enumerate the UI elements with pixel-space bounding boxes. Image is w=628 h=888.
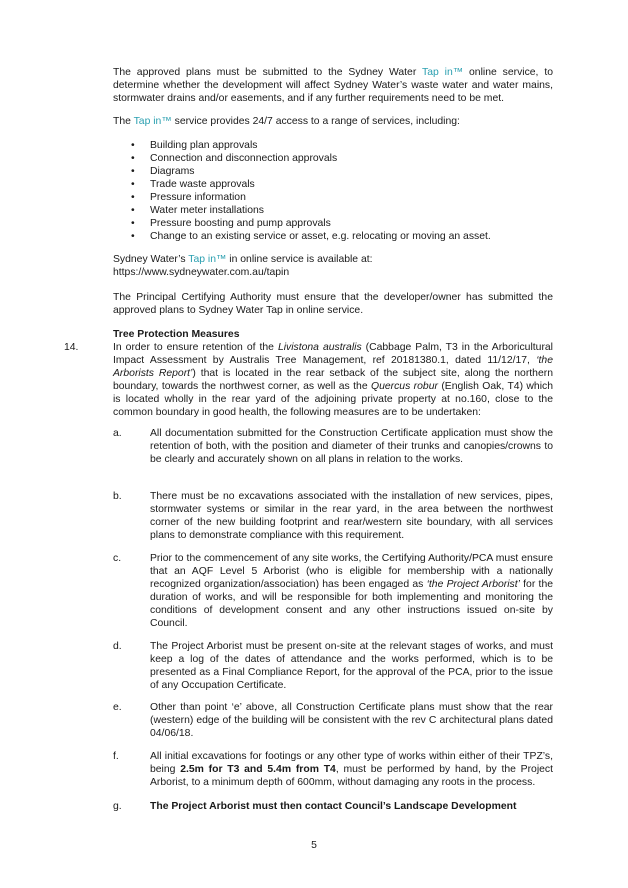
condition-item-a <box>113 427 553 466</box>
item-text: The Project Arborist must be present on-site at the relevant stages of works, and must keep a log of the dates of attendance and the works performed, which is to be presented as a Final Compliance Report, for the approval of the PCA, prior to the issue of any Occupation Certificate. <box>150 641 553 691</box>
role-reference: ‘the Project Arborist’ <box>426 579 520 590</box>
condition-item-c <box>113 552 553 630</box>
text: (Cabbage Palm, T3 in the Arboricultural Impact Assessment by Australis Tree Management, ref 20181380.1, dated 11/12/17, <box>113 342 553 366</box>
item-text: There must be no excavations associated with the installation of new services, pipes, stormwater systems or similar in the rear yard, in the area between the northwest corner of the new building footprint and rear/western site boundary, with all services plans to demonstrate compliance with this requirement. <box>150 491 553 541</box>
text: The <box>113 116 134 127</box>
list-item: • Trade waste approvals <box>113 178 553 191</box>
item-text <box>150 750 553 789</box>
tap-in-link[interactable]: Tap in™ <box>422 67 464 78</box>
item-label: b. <box>113 491 122 502</box>
item-text: Other than point ‘e’ above, all Construction Certificate plans must show that the rear (western) edge of the building will be consistent with the rev C architectural plans dated 04/06/18. <box>150 702 553 739</box>
item-text <box>150 552 553 630</box>
section-heading: Tree Protection Measures <box>113 329 240 340</box>
tap-in-url[interactable]: https://www.sydneywater.com.au/tapin <box>113 267 290 278</box>
list-item: • Diagrams <box>113 165 553 178</box>
text: (English Oak, T4) which is located wholly in the rear yard of the adjoining private property at no.160, close to the common boundary in good health, the following measures are to be undertaken: <box>113 381 553 418</box>
paragraph-tap-in-services <box>113 115 553 128</box>
condition-number: 14. <box>64 342 79 353</box>
services-list <box>113 139 553 243</box>
item-label: a. <box>113 428 122 439</box>
tap-in-link[interactable]: Tap in™ <box>188 254 227 265</box>
item-label: d. <box>113 641 122 652</box>
item-label: e. <box>113 702 122 713</box>
paragraph-tap-in-availability <box>113 253 553 279</box>
text: online service, to determine whether the development will affect Sydney Water’s waste water and water mains, stormwater drains and/or easements, and if any further requirements need to be met. <box>113 67 553 104</box>
item-label: f. <box>113 751 119 762</box>
list-item: • Change to an existing service or asset, e.g. relocating or moving an asset. <box>113 230 553 243</box>
page-number: 5 <box>311 840 317 851</box>
item-label: g. <box>113 801 122 812</box>
text: All initial excavations for footings or any other type of works within either of their TPZ’s, being <box>150 751 553 775</box>
text: , must be performed by hand, by the Project Arborist, to a minimum depth of 600mm, without damaging any roots in the process. <box>150 764 553 788</box>
tpz-distances: 2.5m for T3 and 5.4m from T4 <box>180 764 336 775</box>
list-item: • Connection and disconnection approvals <box>113 152 553 165</box>
list-item: • Pressure boosting and pump approvals <box>113 217 553 230</box>
condition-item-g <box>113 800 553 813</box>
item-text: The Project Arborist must then contact Council’s Landscape Development <box>150 801 517 812</box>
text: Sydney Water’s <box>113 254 189 265</box>
paragraph-submit-plans <box>113 66 553 105</box>
text: ) that is located in the rear setback of the subject site, along the northern boundary, towards the northwest corner, as well as the <box>113 368 553 392</box>
paragraph-tree-intro <box>113 341 553 419</box>
text: service provides 24/7 access to a range of services, including: <box>171 116 460 127</box>
text: The approved plans must be submitted to the Sydney Water <box>113 67 422 78</box>
condition-item-e <box>113 701 553 740</box>
condition-item-b <box>113 490 553 542</box>
list-item: • Pressure information <box>113 191 553 204</box>
condition-item-d <box>113 640 553 692</box>
list-item: • Water meter installations <box>113 204 553 217</box>
text: Prior to the commencement of any site works, the Certifying Authority/PCA must ensure that an AQF Level 5 Arborist (who is eligible for membership with a nationally recognized organization/association) has been engaged as <box>150 553 553 590</box>
text: in online service is available at: <box>226 254 373 265</box>
condition-item-f <box>113 750 553 789</box>
report-reference: ‘the Arborists Report’ <box>113 355 553 379</box>
tap-in-link[interactable]: Tap in™ <box>133 116 172 127</box>
species-name: Quercus robur <box>371 381 438 392</box>
text: In order to ensure retention of the <box>113 342 278 353</box>
paragraph-pca-ensure: The Principal Certifying Authority must ensure that the developer/owner has submitted the approved plans to Sydney Water Tap in online service. <box>113 292 553 316</box>
item-text: All documentation submitted for the Construction Certificate application must show the retention of both, with the position and diameter of their trunks and canopies/crowns to be clearly and accurately shown on all plans in relation to the works. <box>150 428 553 465</box>
species-name: Livistona australis <box>277 342 362 353</box>
text: for the duration of works, and will be responsible for both implementing and monitoring the conditions of development consent and any other instructions issued on-site by Council. <box>150 579 553 629</box>
list-item: • Building plan approvals <box>113 139 553 152</box>
item-label: c. <box>113 553 122 564</box>
